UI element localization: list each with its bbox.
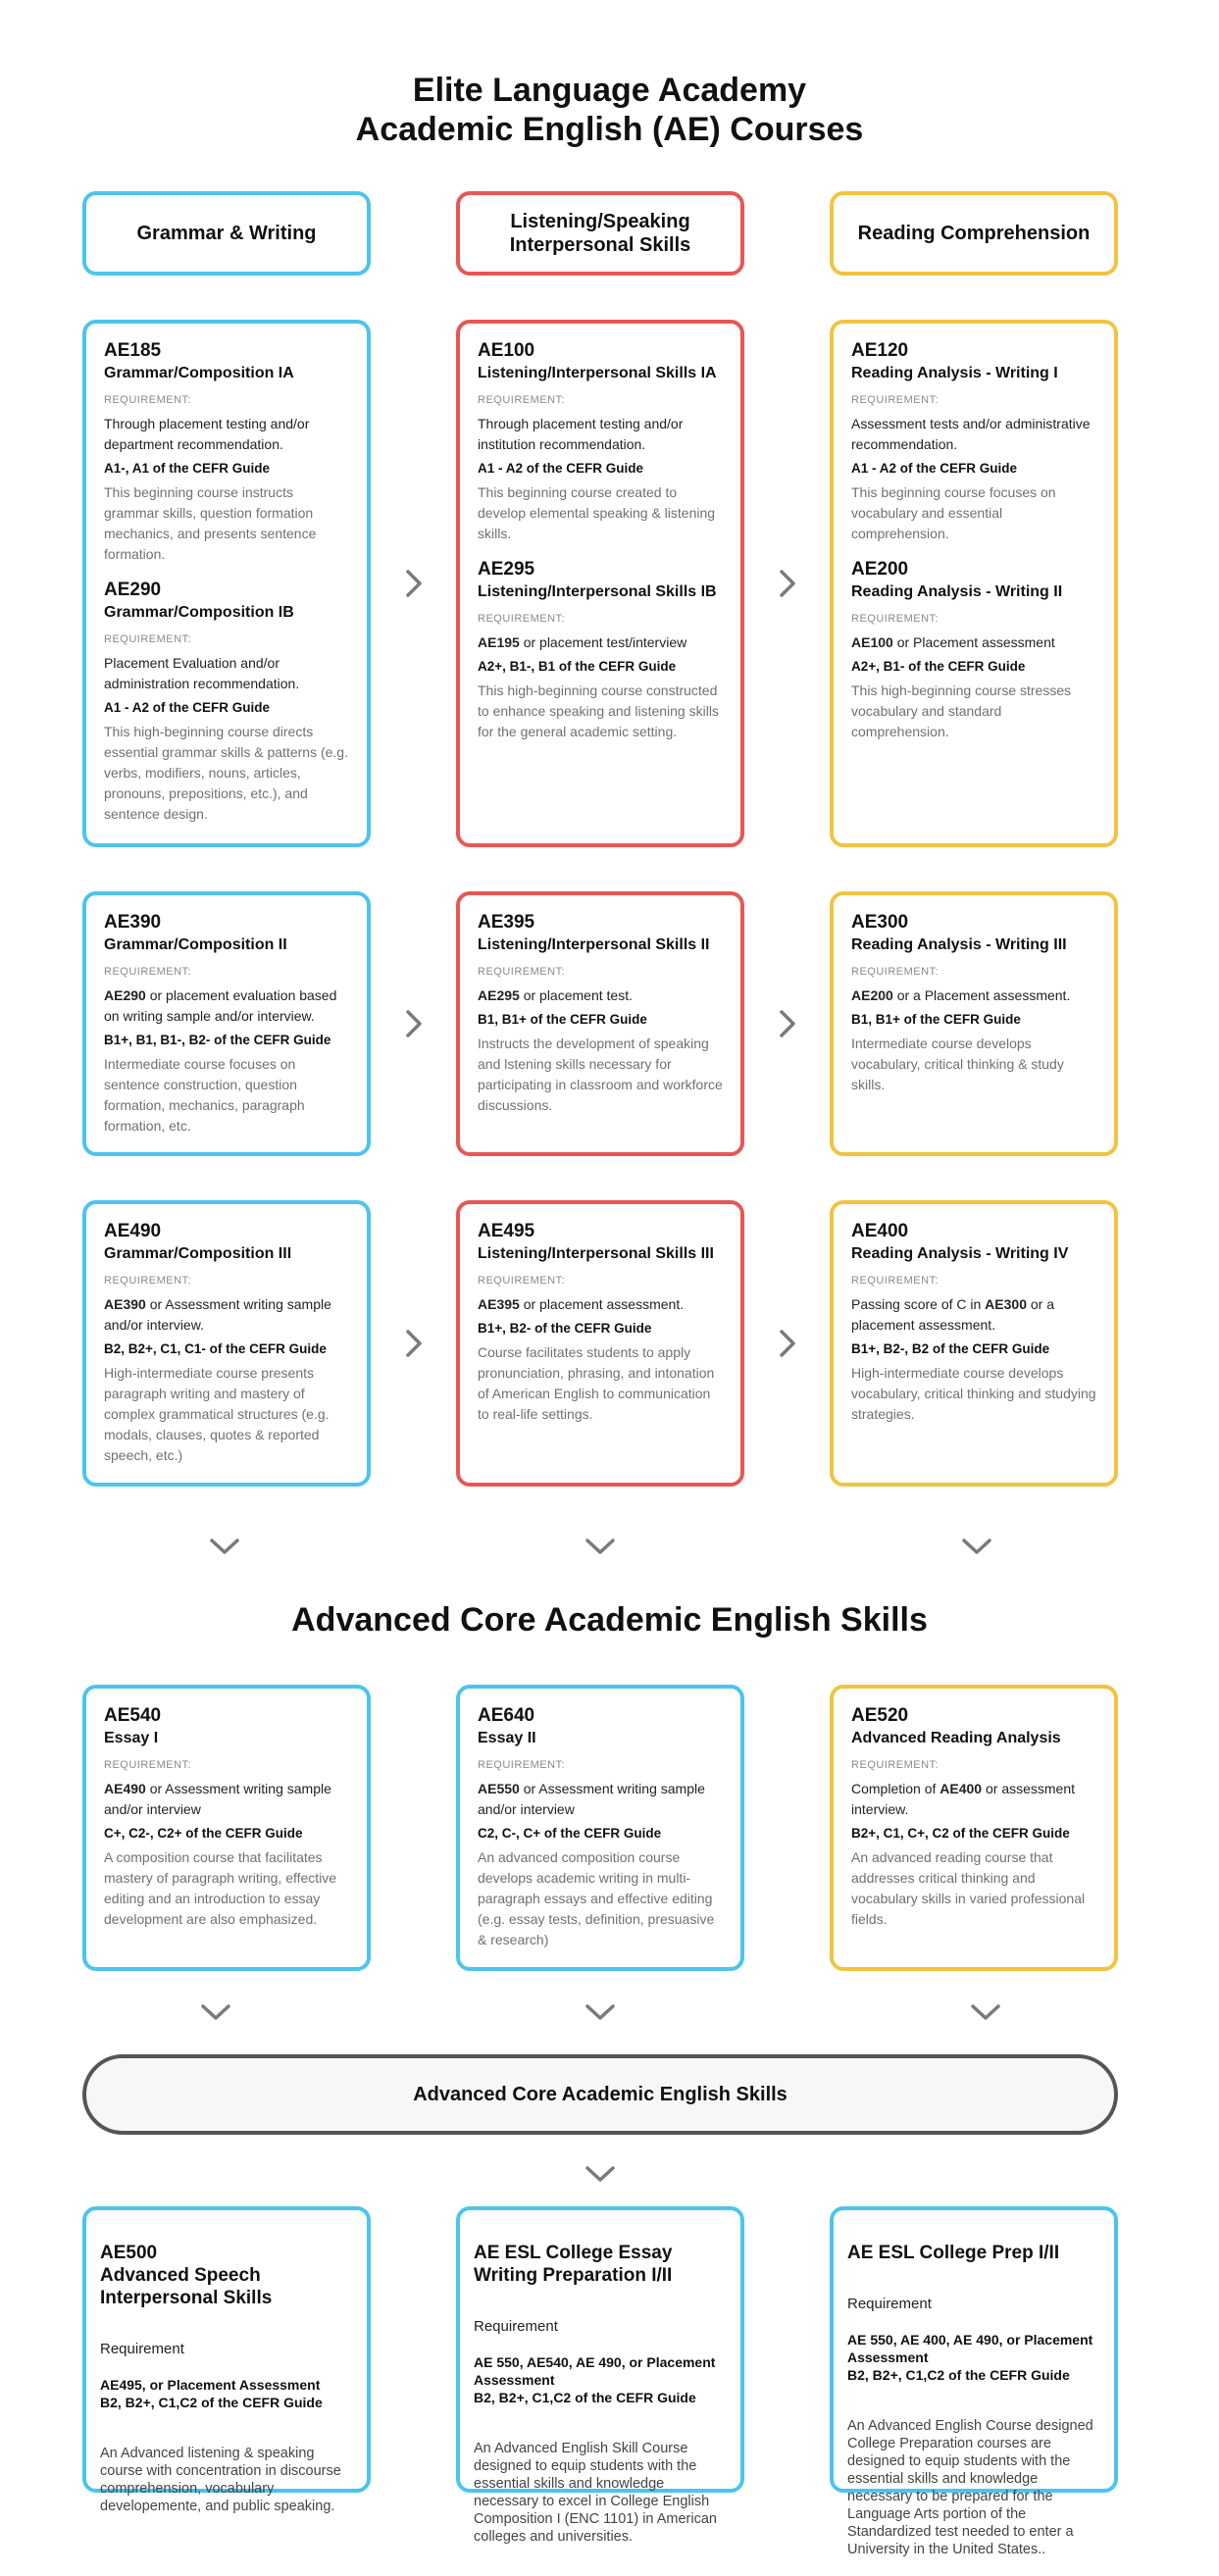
- cefr-level: A1 - A2 of the CEFR Guide: [104, 700, 271, 715]
- course-description: Instructs the development of speaking and lstening skills necessary for participating in classroom and workforce discussions.: [478, 1035, 723, 1113]
- requirement-label: REQUIREMENT:: [851, 966, 940, 978]
- chevron-down-icon: [584, 2157, 617, 2191]
- cefr-level: A1 - A2 of the CEFR Guide: [478, 461, 644, 476]
- course-description: High-intermediate course develops vocabulary, critical thinking and studying strategies.: [851, 1365, 1096, 1422]
- course-description: Course facilitates students to apply pronunciation, phrasing, and intonation of American English to communication to real-life settings.: [478, 1344, 715, 1422]
- requirement-label: REQUIREMENT:: [851, 1759, 940, 1771]
- requirement-course-ref: AE395: [478, 1296, 520, 1312]
- course-description: This beginning course created to develop elemental speaking & listening skills.: [478, 484, 716, 541]
- course-name: Essay II: [478, 1730, 536, 1746]
- chevron-down-icon: [199, 1995, 232, 2029]
- course-code: AE300: [851, 912, 909, 933]
- column-header-label: Reading Comprehension: [857, 223, 1091, 244]
- requirement-course-ref: AE490: [104, 1781, 146, 1796]
- course-code: AE495: [478, 1221, 535, 1241]
- course-code: AE390: [104, 912, 162, 933]
- course-name: Reading Analysis - Writing IV: [851, 1245, 1069, 1262]
- requirement-text: [104, 653, 349, 694]
- requirement-text: [104, 985, 349, 1027]
- course-name: Essay I: [104, 1730, 159, 1746]
- course-item: [851, 558, 1096, 742]
- course-name: Listening/Interpersonal Skills IA: [478, 365, 717, 381]
- course-item: [104, 339, 349, 565]
- requirement-body: or a Placement assessment.: [892, 987, 1071, 1003]
- requirement-text: AE 550, AE540, AE 490, or Placement Assessment B2, B2+, C1,C2 of the CEFR Guide: [474, 2354, 716, 2405]
- requirement-body: or a placement assessment.: [851, 1296, 1054, 1333]
- requirement-text: [478, 985, 723, 1006]
- course-card-grammar-2: [82, 891, 371, 1156]
- title-line-1: Elite Language Academy: [412, 72, 807, 109]
- requirement-label: REQUIREMENT:: [478, 1275, 566, 1287]
- course-card-grammar-3: [82, 1200, 371, 1487]
- requirement-text: [851, 632, 1096, 653]
- course-description: This beginning course focuses on vocabulary and essential comprehension.: [851, 484, 1056, 541]
- requirement-prefix: Completion of: [851, 1781, 940, 1796]
- course-code: AE520: [851, 1705, 909, 1726]
- cefr-level: B1+, B2-, B2 of the CEFR Guide: [851, 1341, 1050, 1356]
- course-title: AE ESL College Essay Writing Preparation I/II: [474, 2243, 673, 2286]
- course-description: A composition course that facilitates mastery of paragraph writing, effective editing and an introduction to essay development are also emphasized.: [104, 1849, 337, 1927]
- title-line-2: Academic English (AE) Courses: [355, 111, 864, 148]
- requirement-label: REQUIREMENT:: [478, 394, 566, 406]
- requirement-body: or Assessment writing sample and/or interview.: [104, 1296, 331, 1333]
- course-description: High-intermediate course presents paragraph writing and mastery of complex grammatical structures (e.g. modals, clauses, quotes & reported speech, etc.): [104, 1365, 330, 1463]
- course-description: An Advanced listening & speaking course with concentration in discourse comprehension, vocabulary developemente, and public speaking.: [100, 2446, 341, 2514]
- cefr-level: B2+, C1, C+, C2 of the CEFR Guide: [851, 1826, 1070, 1841]
- requirement-body: or Placement assessment: [892, 634, 1055, 650]
- course-code: AE295: [478, 559, 535, 580]
- cefr-level: B1+, B2- of the CEFR Guide: [478, 1321, 652, 1336]
- course-description: An advanced composition course develops academic writing in multi-paragraph essays and effective editing (e.g. essay tests, definition, presuasive & research): [478, 1849, 715, 1947]
- course-card-listening-2: [456, 891, 744, 1156]
- requirement-label: REQUIREMENT:: [478, 613, 566, 625]
- course-title: AE ESL College Prep I/II: [847, 2243, 1060, 2263]
- course-item: [478, 558, 723, 742]
- course-card-listening-1: [456, 320, 744, 847]
- cefr-level: B1, B1+ of the CEFR Guide: [478, 1012, 647, 1027]
- course-name: Reading Analysis - Writing II: [851, 583, 1063, 600]
- course-name: Grammar/Composition III: [104, 1245, 292, 1262]
- course-card-listening-3: [456, 1200, 744, 1487]
- course-code: AE400: [851, 1221, 909, 1241]
- cefr-level: A1 - A2 of the CEFR Guide: [851, 461, 1018, 476]
- cefr-level: A1-, A1 of the CEFR Guide: [104, 461, 271, 476]
- column-header-listening: [456, 191, 744, 276]
- cefr-level: C+, C2-, C2+ of the CEFR Guide: [104, 1826, 303, 1841]
- requirement-body: Placement Evaluation and/or administration recommendation.: [104, 655, 300, 691]
- requirement-body: or placement test/interview: [519, 634, 687, 650]
- course-description: This beginning course instructs grammar skills, question formation mechanics, and presents sentence formation.: [104, 484, 317, 562]
- chevron-down-icon: [960, 1530, 993, 1563]
- course-code: AE100: [478, 340, 535, 361]
- requirement-body: or placement test.: [519, 987, 633, 1003]
- chevron-right-icon: [771, 1327, 804, 1360]
- requirement-text: [104, 1294, 349, 1336]
- course-card-reading-2: [830, 891, 1118, 1156]
- cefr-level: A2+, B1- of the CEFR Guide: [851, 659, 1026, 674]
- cefr-level: B1+, B1, B1-, B2- of the CEFR Guide: [104, 1033, 331, 1047]
- chevron-right-icon: [397, 567, 431, 600]
- chevron-down-icon: [969, 1995, 1002, 2029]
- chevron-right-icon: [771, 567, 804, 600]
- requirement-text: [104, 1779, 349, 1820]
- requirement-course-ref: AE400: [940, 1781, 983, 1796]
- course-card-reading-3: [830, 1200, 1118, 1487]
- course-item: [478, 339, 723, 544]
- requirement-course-ref: AE300: [985, 1296, 1027, 1312]
- requirement-course-ref: AE295: [478, 987, 520, 1003]
- cefr-level: A2+, B1-, B1 of the CEFR Guide: [478, 659, 677, 674]
- course-name: Listening/Interpersonal Skills III: [478, 1245, 714, 1262]
- chevron-right-icon: [771, 1007, 804, 1040]
- requirement-text: [851, 1294, 1096, 1336]
- course-name: Reading Analysis - Writing III: [851, 936, 1067, 953]
- requirement-text: [851, 985, 1096, 1006]
- course-name: Listening/Interpersonal Skills IB: [478, 583, 717, 600]
- course-description: An Advanced English Course designed College Preparation courses are designed to equip students with the essential skills and knowledge necessary to be prepared for the Language Arts portion of the Standardized test needed to enter a University in the United States..: [847, 2418, 1093, 2557]
- requirement-label: REQUIREMENT:: [851, 613, 940, 625]
- requirement-body: or Assessment writing sample and/or interview: [104, 1781, 331, 1817]
- requirement-body: or placement evaluation based on writing sample and/or interview.: [104, 987, 337, 1024]
- course-card-advanced-reading: [830, 1685, 1118, 1971]
- course-card-advanced-speech: [82, 2206, 371, 2514]
- course-name: Reading Analysis - Writing I: [851, 365, 1058, 381]
- course-code: AE395: [478, 912, 535, 933]
- column-header-label: Listening/Speaking: [510, 211, 690, 232]
- chevron-down-icon: [584, 1530, 617, 1563]
- course-name: Advanced Reading Analysis: [851, 1730, 1061, 1746]
- requirement-label: REQUIREMENT:: [104, 1275, 192, 1287]
- chevron-down-icon: [584, 1995, 617, 2029]
- course-code: AE290: [104, 580, 162, 600]
- requirement-text: [851, 1779, 1096, 1820]
- course-name: Grammar/Composition IB: [104, 604, 294, 621]
- course-card-grammar-1: [82, 320, 371, 847]
- requirement-text: [104, 414, 349, 455]
- requirement-body: or placement assessment.: [519, 1296, 685, 1312]
- course-code: AE540: [104, 1705, 162, 1726]
- requirement-text: [478, 632, 723, 653]
- requirement-label: REQUIREMENT:: [104, 394, 192, 406]
- chevron-right-icon: [397, 1327, 431, 1360]
- requirement-label: REQUIREMENT:: [104, 633, 192, 645]
- requirement-body: or Assessment writing sample and/or interview: [478, 1781, 705, 1817]
- course-code: AE185: [104, 340, 162, 361]
- chevron-right-icon: [397, 1007, 431, 1040]
- requirement-text: [478, 1779, 723, 1820]
- requirement-label: REQUIREMENT:: [104, 966, 192, 978]
- column-header-label-2: Interpersonal Skills: [509, 234, 691, 256]
- course-description: This high-beginning course constructed to enhance speaking and listening skills for the general academic setting.: [478, 682, 719, 739]
- course-description: An Advanced English Skill Course designed to equip students with the essential skills and knowledge necessary to excel in College English Composition I (ENC 1101) in American colleges and universities.: [474, 2441, 717, 2545]
- course-code: AE120: [851, 340, 909, 361]
- requirement-body: Assessment tests and/or administrative recommendation.: [851, 416, 1091, 452]
- requirement-text: [478, 1294, 723, 1315]
- requirement-text: AE495, or Placement Assessment B2, B2+, C1,C2 of the CEFR Guide: [100, 2377, 323, 2410]
- requirement-label: REQUIREMENT:: [478, 966, 566, 978]
- column-header-label: Grammar & Writing: [136, 223, 317, 244]
- course-item: [104, 579, 349, 825]
- course-description: Intermediate course develops vocabulary, critical thinking & study skills.: [851, 1035, 1064, 1092]
- course-card-essay-2: [456, 1685, 744, 1971]
- requirement-course-ref: AE390: [104, 1296, 146, 1312]
- requirement-label: REQUIREMENT:: [851, 1275, 940, 1287]
- course-description: This high-beginning course directs essential grammar skills & patterns (e.g. verbs, modifiers, nouns, articles, pronouns, prepositions, etc.), and sentence design.: [104, 724, 348, 822]
- requirement-text: [478, 414, 723, 455]
- course-code: AE200: [851, 559, 909, 580]
- course-code: AE490: [104, 1221, 162, 1241]
- course-title: AE500 Advanced Speech Interpersonal Skills: [100, 2243, 273, 2308]
- advanced-core-pill: [82, 2054, 1118, 2135]
- course-code: AE640: [478, 1705, 535, 1726]
- requirement-label: Requirement: [474, 2318, 558, 2335]
- requirement-course-ref: AE550: [478, 1781, 520, 1796]
- requirement-body: or assessment interview.: [851, 1781, 1076, 1817]
- page-title: [0, 71, 1219, 149]
- requirement-course-ref: AE200: [851, 987, 893, 1003]
- pill-label: Advanced Core Academic English Skills: [413, 2083, 787, 2105]
- requirement-label: REQUIREMENT:: [478, 1759, 566, 1771]
- course-description: This high-beginning course stresses vocabulary and standard comprehension.: [851, 682, 1072, 739]
- requirement-text: AE 550, AE 400, AE 490, or Placement Assessment B2, B2+, C1,C2 of the CEFR Guide: [847, 2332, 1093, 2383]
- course-description: Intermediate course focuses on sentence construction, question formation, mechanics, paragraph formation, etc.: [104, 1056, 305, 1134]
- requirement-label: Requirement: [847, 2296, 932, 2312]
- course-item: [851, 339, 1096, 544]
- requirement-prefix: Passing score of C in: [851, 1296, 986, 1312]
- requirement-label: REQUIREMENT:: [104, 1759, 192, 1771]
- course-card-reading-1: [830, 320, 1118, 847]
- course-name: Listening/Interpersonal Skills II: [478, 936, 710, 953]
- course-card-college-prep: [830, 2206, 1118, 2557]
- requirement-course-ref: AE100: [851, 634, 893, 650]
- course-name: Grammar/Composition II: [104, 936, 287, 953]
- course-card-college-essay: [456, 2206, 744, 2545]
- chevron-down-icon: [208, 1530, 241, 1563]
- course-name: Grammar/Composition IA: [104, 365, 294, 381]
- cefr-level: B2, B2+, C1, C1- of the CEFR Guide: [104, 1341, 327, 1356]
- column-header-reading: [830, 191, 1118, 276]
- column-header-grammar: [82, 191, 371, 276]
- requirement-course-ref: AE195: [478, 634, 520, 650]
- requirement-text: [851, 414, 1096, 455]
- cefr-level: B1, B1+ of the CEFR Guide: [851, 1012, 1021, 1027]
- cefr-level: C2, C-, C+ of the CEFR Guide: [478, 1826, 662, 1841]
- course-card-essay-1: [82, 1685, 371, 1971]
- course-description: An advanced reading course that addresses critical thinking and vocabulary skills in varied professional fields.: [851, 1849, 1086, 1927]
- requirement-body: Through placement testing and/or department recommendation.: [104, 416, 310, 452]
- requirement-label: Requirement: [100, 2341, 184, 2357]
- requirement-label: REQUIREMENT:: [851, 394, 940, 406]
- requirement-body: Through placement testing and/or institution recommendation.: [478, 416, 684, 452]
- requirement-course-ref: AE290: [104, 987, 146, 1003]
- advanced-section-title: Advanced Core Academic English Skills: [291, 1601, 928, 1639]
